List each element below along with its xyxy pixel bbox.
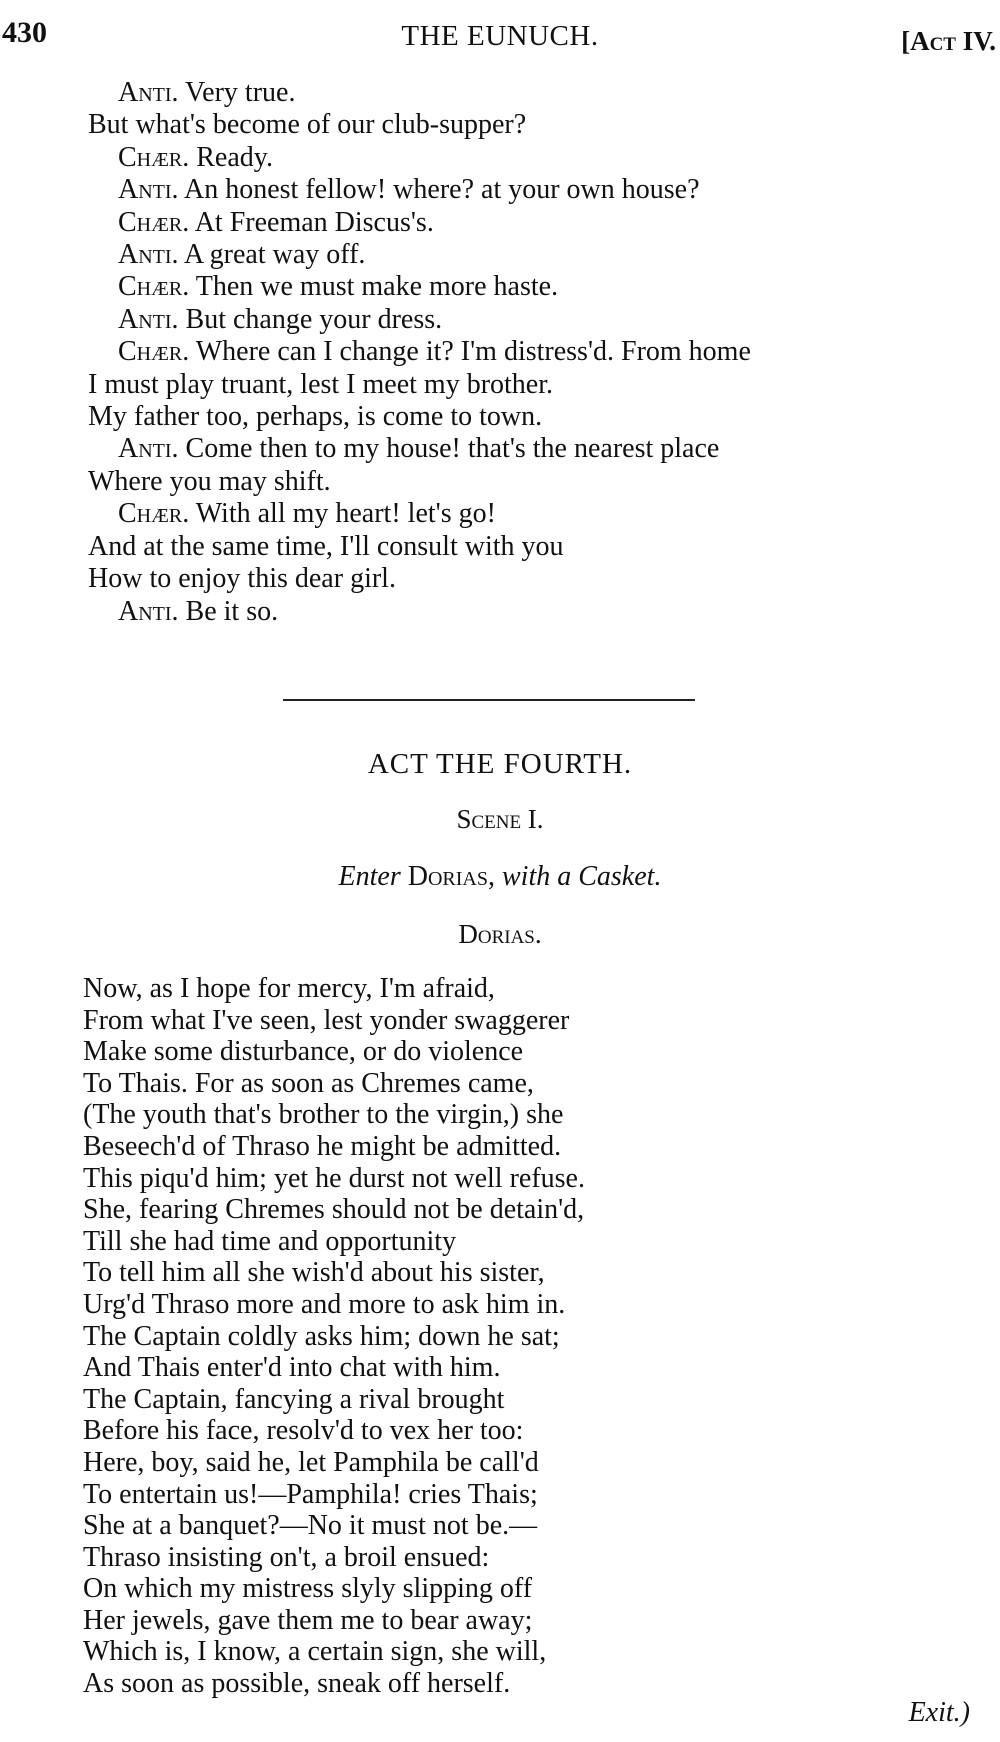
speech-line: The Captain, fancying a rival brought [83,1383,505,1415]
speech-line: To tell him all she wish'd about his sister, [83,1257,545,1289]
dialogue-line [0,336,1000,368]
speech-line: Which is, I know, a certain sign, she will, [83,1636,547,1668]
scene-heading: Scene I. [456,804,544,834]
dialogue-text: But what's become of our club-supper? [88,109,527,141]
stage-enter: Enter [338,861,401,892]
dialogue-line [0,369,1000,401]
dialogue-text: Where you may shift. [88,465,331,497]
dialogue-line [0,596,1000,628]
speech-line: From what I've seen, lest yonder swaggerer [83,1004,570,1036]
speech-line: To entertain us!—Pamphila! cries Thais; [83,1478,538,1510]
dialogue-line [0,433,1000,465]
dialogue-block [0,77,1000,628]
dialogue-text: Then we must make more haste. [189,271,559,303]
dialogue-line [0,142,1000,174]
speaker-name: Chær. [118,141,190,173]
speaker-heading: Dorias. [458,919,542,949]
act-label: [Act IV. [901,26,996,56]
dialogue-line [0,77,1000,109]
speech-line: As soon as possible, sneak off herself. [83,1668,511,1700]
speech-line: And Thais enter'd into chat with him. [83,1352,501,1384]
speech-block [0,973,1000,1700]
dialogue-text: With all my heart! let's go! [189,498,496,530]
dialogue-text: Where can I change it? I'm distress'd. From home [189,336,751,368]
dialogue-text: My father too, perhaps, is come to town. [88,401,543,433]
dialogue-line [0,563,1000,595]
dialogue-text: And at the same time, I'll consult with you [88,530,564,562]
dialogue-text: A great way off. [178,239,366,271]
speech-line: On which my mistress slyly slipping off [83,1573,533,1605]
dialogue-line [0,174,1000,206]
dialogue-line [0,466,1000,498]
speaker-name: Chær. [118,336,190,368]
exit-note: Exit.) [908,1697,970,1728]
speech-line: Till she had time and opportunity [83,1225,457,1257]
dialogue-text: Come then to my house! that's the nearest place [178,433,720,465]
speaker-name: Anti. [118,303,179,335]
speech-line: Make some disturbance, or do violence [83,1036,524,1068]
speaker-name: Anti. [118,174,179,206]
dialogue-text: I must play truant, lest I meet my brother. [88,368,554,400]
dialogue-line [0,304,1000,336]
dialogue-text: But change your dress. [178,303,443,335]
speech-line: The Captain coldly asks him; down he sat; [83,1320,560,1352]
dialogue-line [0,271,1000,303]
dialogue-line [0,531,1000,563]
dialogue-text: Ready. [189,141,273,173]
speech-line: She, fearing Chremes should not be detain'd, [83,1194,585,1226]
page-number: 430 [2,16,47,49]
section-divider [283,699,695,701]
speaker-name: Chær. [118,271,190,303]
dialogue-text: How to enjoy this dear girl. [88,563,396,595]
stage-character: Dorias, [407,861,495,892]
speech-line: Thraso insisting on't, a broil ensued: [83,1541,490,1573]
speaker-name: Anti. [118,239,179,271]
speech-line: Her jewels, gave them me to bear away; [83,1604,533,1636]
speaker-name: Anti. [118,77,179,108]
page-header [0,16,1000,66]
speaker-name: Anti. [118,433,179,465]
stage-direction [0,861,1000,893]
running-title: THE EUNUCH. [401,20,599,52]
dialogue-line [0,207,1000,239]
dialogue-text: An honest fellow! where? at your own house? [178,174,700,206]
speaker-name: Anti. [118,595,179,627]
speech-line: She at a banquet?—No it must not be.— [83,1510,538,1542]
stage-rest: with a Casket. [502,861,662,892]
speech-line: Now, as I hope for mercy, I'm afraid, [83,973,495,1004]
speech-line: (The youth that's brother to the virgin,) she [83,1099,564,1131]
speech-line: Urg'd Thraso more and more to ask him in. [83,1288,566,1320]
dialogue-line [0,498,1000,530]
speaker-name: Chær. [118,498,190,530]
act-heading: ACT THE FOURTH. [367,748,633,780]
speech-line: To Thais. For as soon as Chremes came, [83,1067,534,1099]
speech-line: Before his face, resolv'd to vex her too: [83,1415,524,1447]
speaker-name: Chær. [118,206,190,238]
speech-line: Here, boy, said he, let Pamphila be call'd [83,1446,539,1478]
dialogue-text: Be it so. [178,595,279,627]
dialogue-line [0,109,1000,141]
speech-line: This piqu'd him; yet he durst not well refuse. [83,1162,585,1194]
dialogue-text: Very true. [178,77,296,108]
dialogue-line [0,401,1000,433]
speech-line: Beseech'd of Thraso he might be admitted. [83,1130,562,1162]
dialogue-text: At Freeman Discus's. [189,206,434,238]
dialogue-line [0,239,1000,271]
